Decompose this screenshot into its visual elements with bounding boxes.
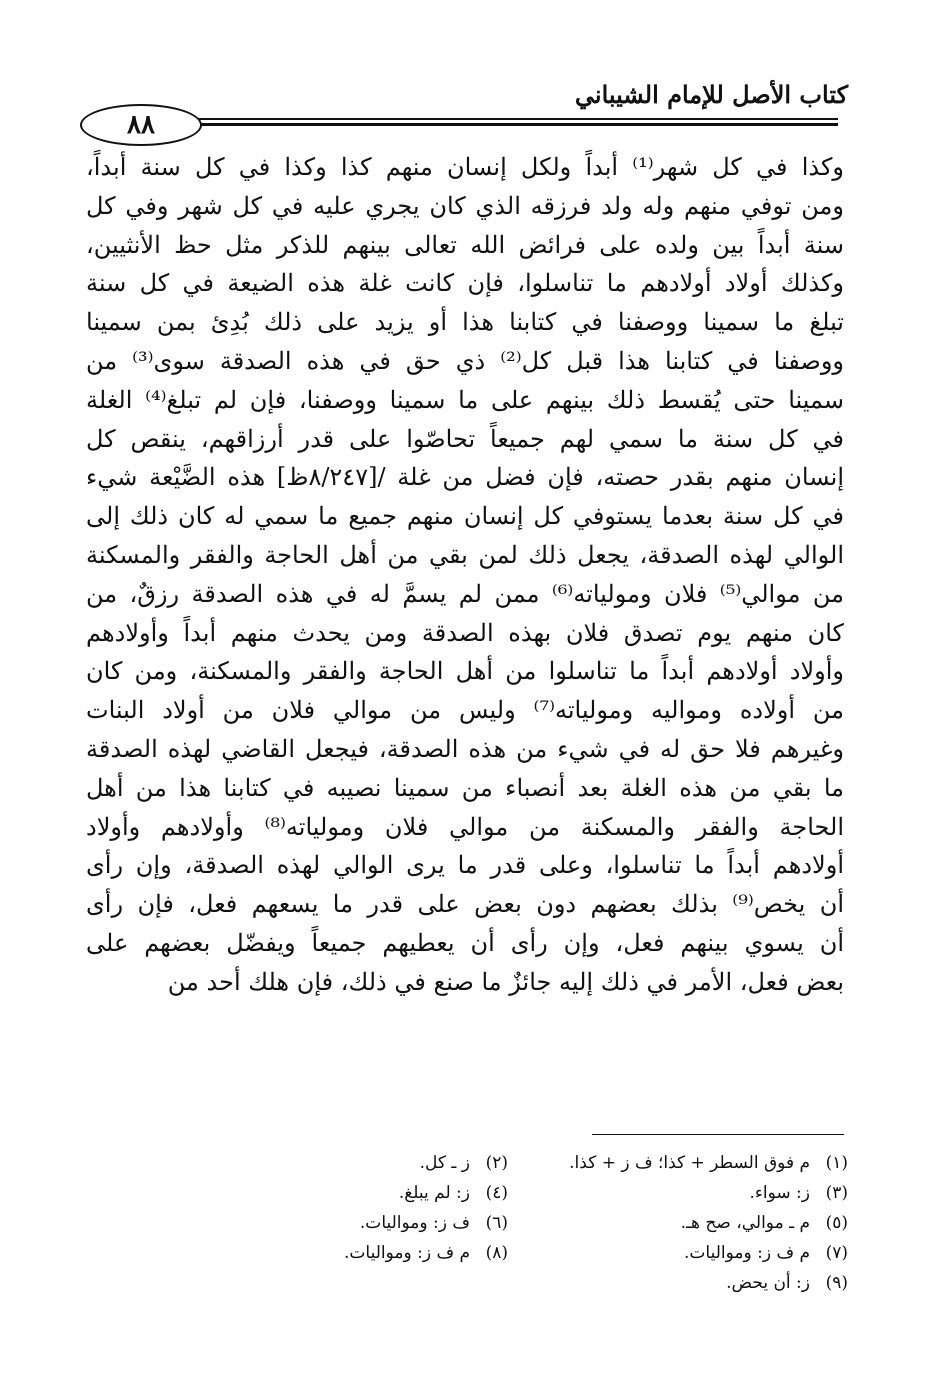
footnote-item [168, 1238, 508, 1268]
text-line: وأولاد أولادهم أبداً ما تناسلوا من أهل الحاجة والفقر والمسكنة، ومن كان [86, 657, 844, 686]
footnote-row [88, 1178, 848, 1208]
footnote-text: م ف ز: ومواليات. [343, 1243, 470, 1263]
text-line: وكذلك أولاد أولادهم ما تناسلوا، فإن كانت غلة هذه الضيعة في كل سنة [86, 269, 844, 298]
text-line: الوالي لهذه الصدقة، يجعل ذلك لمن بقي من أهل الحاجة والفقر والمسكنة [86, 540, 844, 569]
footnote-text: ز ـ كل. [419, 1153, 470, 1173]
footnote-row [88, 1208, 848, 1238]
text-line: الحاجة والفقر والمسكنة من موالي فلان ومولياته⁽⁸⁾ وأولادهم وأولاد [86, 812, 844, 841]
footnote-text: م ـ موالي، صح هـ. [680, 1213, 810, 1233]
footnote-row [88, 1268, 848, 1298]
header-rule-thick-line [90, 123, 838, 126]
footnote-row [88, 1238, 848, 1268]
text-line: أولادهم أبداً ما تناسلوا، وعلى قدر ما يرى الوالي لهذه الصدقة، وإن رأى [86, 851, 844, 880]
text-line: في كل سنة بعدما يستوفي كل إنسان منهم جميع ما سمي له كان ذلك إلى [86, 502, 844, 531]
text-line: تبلغ ما سمينا ووصفنا في كتابنا هذا أو يزيد على ذلك بُدِئ بمن سمينا [86, 308, 844, 337]
footnote-item [508, 1238, 848, 1268]
text-line: ووصفنا في كتابنا هذا قبل كل⁽²⁾ ذي حق في هذه الصدقة سوى⁽³⁾ من [86, 346, 844, 375]
header-rule-thin-line [90, 118, 838, 120]
footnote-text: ف ز: ومواليات. [359, 1213, 470, 1233]
footnote-number: (٤) [485, 1183, 508, 1203]
text-line: سنة أبداً بين ولده على فرائض الله تعالى بينهم للذكر مثل حظ الأنثيين، [86, 230, 844, 259]
text-line: من أولاده ومواليه ومولياته⁽⁷⁾ وليس من موالي فلان من أولاد البنات [86, 696, 844, 725]
footnote-row [88, 1148, 848, 1178]
text-line: ومن توفي منهم وله ولد فرزقه الذي كان يجري عليه في كل شهر وفي كل [86, 191, 844, 220]
footnote-separator [592, 1134, 844, 1135]
footnotes [88, 1148, 848, 1298]
text-line: كان منهم يوم تصدق فلان بهذه الصدقة ومن يحدث منهم أبداً وأولادهم [86, 618, 844, 647]
text-line: وكذا في كل شهر⁽¹⁾ أبداً ولكل إنسان منهم كذا وكذا في كل سنة أبداً، [86, 153, 844, 181]
footnote-number: (٦) [485, 1213, 508, 1233]
footnote-item [508, 1178, 848, 1208]
main-text [86, 148, 844, 1002]
footnote-text: م ف ز: ومواليات. [683, 1243, 810, 1263]
text-line: في كل سنة ما سمي لهم جميعاً تحاصّوا على قدر أرزاقهم، ينقص كل [86, 424, 844, 453]
text-line: من موالي⁽⁵⁾ فلان ومولياته⁽⁶⁾ ممن لم يسمَّ له في هذه الصدقة رزقٌ، من [86, 579, 844, 608]
footnote-number: (٩) [825, 1273, 848, 1293]
book-title: كتاب الأصل للإمام الشيباني [574, 80, 848, 109]
text-line: ما بقي من هذه الغلة بعد أنصباء من سمينا نصيبه في كتابنا هذا من أهل [86, 773, 844, 802]
text-line: بعض فعل، الأمر في ذلك إليه جائزٌ ما صنع في ذلك، فإن هلك أحد من [167, 967, 844, 996]
footnote-text: ز: لم يبلغ. [398, 1183, 470, 1203]
text-line: سمينا حتى يُقسط ذلك بينهم على ما سمينا ووصفنا، فإن لم تبلغ⁽⁴⁾ الغلة [86, 385, 844, 414]
footnote-text: م فوق السطر + كذا؛ ف ز + كذا. [569, 1153, 810, 1173]
footnote-item [168, 1208, 508, 1238]
footnote-item [508, 1148, 848, 1178]
footnote-number: (٢) [485, 1153, 508, 1173]
footnote-number: (٣) [825, 1183, 848, 1203]
footnote-text: ز: سواء. [749, 1183, 810, 1203]
footnote-item [508, 1208, 848, 1238]
footnote-text: ز: أن يحض. [726, 1273, 810, 1293]
footnote-item [508, 1268, 848, 1298]
header-rule [90, 116, 838, 130]
page-number: ٨٨ [127, 110, 155, 140]
footnote-number: (٥) [825, 1213, 848, 1233]
text-line: إنسان منهم بقدر حصته، فإن فضل من غلة /[٨/٢٤٧ظ] هذه الضَّيْعة شيء [86, 463, 844, 492]
footnote-number: (٧) [825, 1243, 848, 1263]
text-line: وغيرهم فلا حق له في شيء من هذه الصدقة، فيجعل القاضي لهذه الصدقة [86, 734, 844, 763]
text-line: أن يسوي بينهم فعل، وإن رأى أن يعطيهم جميعاً ويفضّل بعضهم على [86, 928, 844, 957]
footnote-item [168, 1178, 508, 1208]
footnote-number: (٨) [485, 1243, 508, 1263]
footnote-number: (١) [825, 1153, 848, 1173]
text-line: أن يخص⁽⁹⁾ بذلك بعضهم دون بعض على قدر ما يسعهم فعل، فإن رأى [86, 890, 844, 919]
page-number-badge [80, 104, 202, 146]
footnote-item [168, 1148, 508, 1178]
